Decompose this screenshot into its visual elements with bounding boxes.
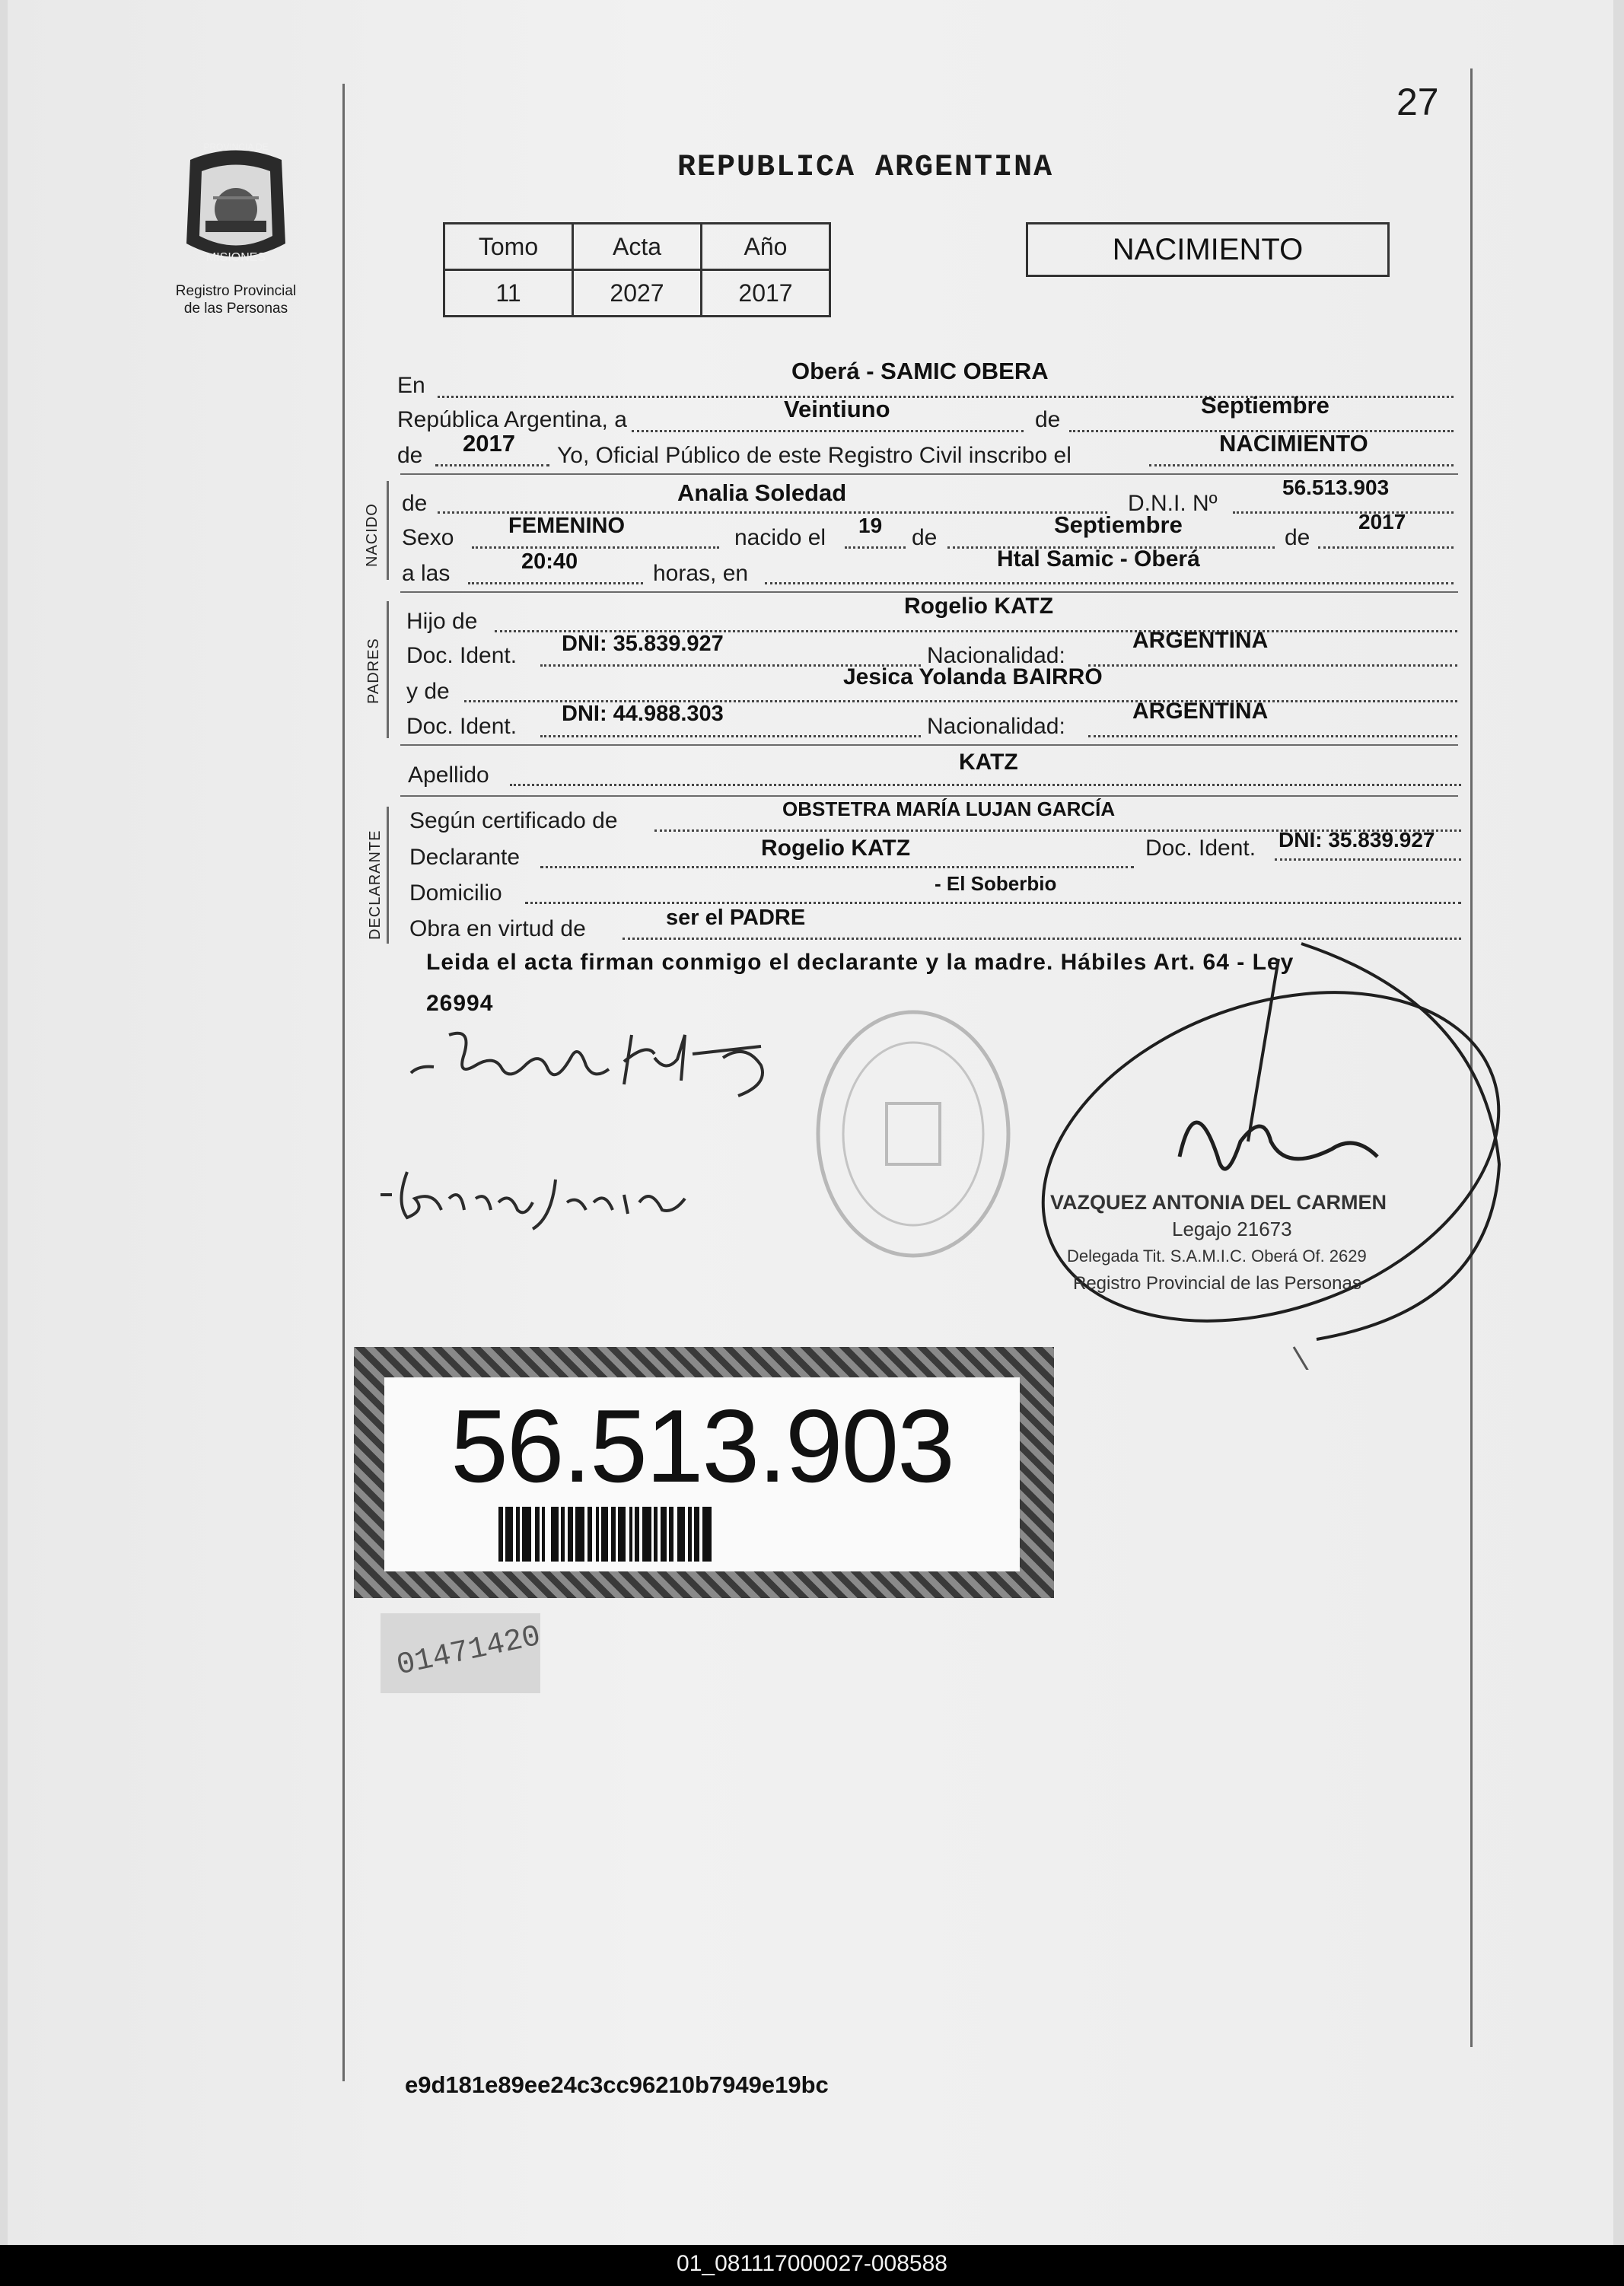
registry-header-acta: Acta <box>573 224 702 270</box>
registry-header-tomo: Tomo <box>444 224 573 270</box>
closing-note-line2: 26994 <box>426 991 494 1016</box>
seal-ring-top: PROVINCIA DE <box>203 142 269 152</box>
closing-note-line1: Leida el acta firman conmigo el declarante y la madre. Hábiles Art. 64 - Ley <box>426 950 1294 975</box>
barcode-bars-icon <box>498 1507 925 1562</box>
barcode-number: 56.513.903 <box>451 1388 954 1504</box>
value-anio-nac: 2017 <box>1358 510 1406 533</box>
side-label-declarante: DECLARANTE <box>367 829 384 940</box>
dotted-line <box>435 464 549 466</box>
serial-stamp: 01471420 <box>393 1619 544 1684</box>
left-margin-line <box>342 84 345 2081</box>
value-padre: Rogelio KATZ <box>904 594 1054 619</box>
value-mes-nac: Septiembre <box>1054 511 1183 538</box>
value-lugar-nac: Htal Samic - Oberá <box>997 546 1200 572</box>
registry-oval-stamp-icon <box>799 997 1027 1271</box>
registry-value-anio: 2017 <box>702 270 830 317</box>
value-padre-doc: DNI: 35.839.927 <box>562 632 724 656</box>
dotted-line <box>1149 464 1454 466</box>
label-obra: Obra en virtud de <box>409 916 586 941</box>
label-de4: de <box>1285 525 1310 550</box>
label-hijo: Hijo de <box>406 609 478 634</box>
value-mes: Septiembre <box>1201 392 1329 419</box>
barcode-label-panel <box>384 1377 1020 1571</box>
official-name: VAZQUEZ ANTONIA DEL CARMEN <box>1050 1191 1387 1214</box>
value-apellido: KATZ <box>959 750 1018 775</box>
value-acto: NACIMIENTO <box>1219 430 1368 457</box>
dotted-line <box>1275 858 1461 861</box>
label-horas: horas, en <box>653 561 749 586</box>
section-bracket-padres <box>387 601 389 738</box>
label-sexo: Sexo <box>402 525 454 550</box>
value-anio: 2017 <box>463 430 515 457</box>
value-hora: 20:40 <box>521 549 578 574</box>
side-label-padres: PADRES <box>365 638 382 704</box>
dotted-line <box>1088 664 1457 667</box>
record-type-box: NACIMIENTO <box>1026 222 1390 277</box>
value-madre: Jesica Yolanda BAIRRO <box>843 664 1103 689</box>
value-dia: Veintiuno <box>784 396 890 422</box>
footer-code: 01_081117000027-008588 <box>677 2251 947 2276</box>
serial-stamp-box <box>381 1613 544 1693</box>
seal-caption-line1: Registro Provincial <box>175 283 297 299</box>
side-label-nacido: NACIDO <box>364 503 381 567</box>
official-cargo: Delegada Tit. S.A.M.I.C. Oberá Of. 2629 <box>1067 1246 1367 1266</box>
dotted-line <box>472 546 719 549</box>
signature-declarante-icon <box>403 1012 830 1111</box>
value-domicilio: - El Soberbio <box>935 872 1057 895</box>
section-divider <box>400 473 1458 475</box>
provincial-seal <box>160 137 312 327</box>
section-divider <box>400 744 1458 746</box>
label-de3: de <box>912 525 938 550</box>
label-domicilio: Domicilio <box>409 880 502 906</box>
label-de1: de <box>1035 407 1061 432</box>
section-bracket-declarante <box>387 807 389 944</box>
section-divider <box>400 795 1458 797</box>
label-docident2: Doc. Ident. <box>406 714 517 739</box>
page-number: 27 <box>1396 81 1439 123</box>
dotted-line <box>845 546 906 549</box>
value-madre-doc: DNI: 44.988.303 <box>562 702 724 726</box>
seal-caption-line2: de las Personas <box>183 301 288 317</box>
label-apellido: Apellido <box>408 763 489 788</box>
label-docident3: Doc. Ident. <box>1145 836 1256 861</box>
dotted-line <box>468 582 643 584</box>
label-yde: y de <box>406 679 450 704</box>
dotted-line <box>540 735 921 737</box>
registry-value-acta: 2027 <box>573 270 702 317</box>
value-dia-nac: 19 <box>858 514 883 537</box>
label-nacido: nacido el <box>734 525 826 550</box>
value-obra: ser el PADRE <box>666 906 806 930</box>
value-nombre: Analia Soledad <box>677 479 847 506</box>
document-title: REPUBLICA ARGENTINA <box>677 151 1054 185</box>
dotted-line <box>1318 546 1454 549</box>
dotted-line <box>1088 735 1457 737</box>
value-declarante-doc: DNI: 35.839.927 <box>1279 828 1435 852</box>
official-legajo: Legajo 21673 <box>1172 1218 1292 1240</box>
registry-table <box>443 222 831 317</box>
label-de2: de <box>397 443 423 468</box>
dotted-line <box>540 866 1134 868</box>
label-alas: a las <box>402 561 451 586</box>
footer-bar <box>0 2245 1624 2286</box>
official-signature-icon <box>997 913 1522 1370</box>
label-republica: República Argentina, a <box>397 407 627 432</box>
dotted-line <box>1233 511 1454 514</box>
value-lugar: Oberá - SAMIC OBERA <box>791 358 1049 384</box>
dotted-line <box>632 430 1024 432</box>
label-declarante: Declarante <box>409 845 521 870</box>
section-bracket-nacido <box>387 481 389 580</box>
registry-value-tomo: 11 <box>444 270 573 317</box>
document-hash: e9d181e89ee24c3cc96210b7949e19bc <box>405 2071 829 2098</box>
label-nac2: Nacionalidad: <box>927 714 1065 739</box>
label-en: En <box>397 373 425 398</box>
official-registro: Registro Provincial de las Personas <box>1073 1273 1361 1294</box>
label-dni: D.N.I. Nº <box>1128 491 1218 516</box>
registry-header-anio: Año <box>702 224 830 270</box>
value-dni: 56.513.903 <box>1282 476 1390 499</box>
value-madre-nac: ARGENTINA <box>1132 699 1269 724</box>
seal-ring-bottom: MISIONES <box>205 251 266 264</box>
label-docident1: Doc. Ident. <box>406 643 517 668</box>
label-de-nombre: de <box>402 491 428 516</box>
value-sexo: FEMENINO <box>508 514 626 538</box>
value-padre-nac: ARGENTINA <box>1132 628 1269 653</box>
label-segun: Según certificado de <box>409 808 618 833</box>
signature-madre-icon <box>373 1157 723 1233</box>
label-nac1: Nacionalidad: <box>927 643 1065 668</box>
value-certificado: OBSTETRA MARÍA LUJAN GARCÍA <box>782 798 1116 820</box>
label-inscribo: Yo, Oficial Público de este Registro Civil inscribo el <box>557 443 1072 468</box>
value-declarante: Rogelio KATZ <box>761 836 911 861</box>
dotted-line <box>525 902 1461 904</box>
barcode-security-label <box>354 1347 1054 1598</box>
dotted-line <box>765 582 1454 584</box>
section-divider <box>400 591 1458 593</box>
dotted-line <box>510 784 1461 786</box>
document-sheet <box>8 0 1613 2245</box>
